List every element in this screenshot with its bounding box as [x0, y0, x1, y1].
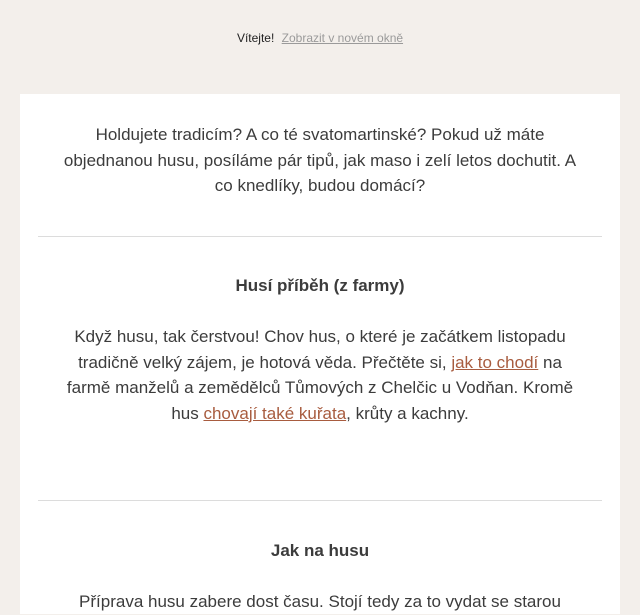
- welcome-text: Vítejte!: [236, 31, 275, 45]
- chickens-link[interactable]: chovají také kuřata: [203, 403, 347, 423]
- section-heading-goose-story: Husí příběh (z farmy): [235, 276, 405, 295]
- divider: [38, 236, 602, 237]
- divider: [38, 500, 602, 501]
- paragraph-text: Když husu, tak čerstvou! Chov hus, o které je začátkem listopadu tradičně velký zájem, je hotová věda. Přečtěte si,: [74, 327, 566, 372]
- section-paragraph-goose-story: [60, 324, 580, 426]
- section-paragraph-how-to-goose: Příprava husu zabere dost času. Stojí tedy za to vydat se starou: [79, 592, 561, 611]
- preheader: [0, 0, 640, 76]
- how-it-works-link[interactable]: jak to chodí: [451, 352, 539, 372]
- section-heading-how-to-goose: Jak na husu: [270, 541, 370, 560]
- email-content-card: [20, 94, 620, 614]
- view-in-browser-link[interactable]: Zobrazit v novém okně: [281, 31, 404, 45]
- paragraph-text: na farmě manželů a zemědělců Tůmových z Chelčic u Vodňan. Kromě hus: [66, 352, 574, 423]
- paragraph-text: , krůty a kachny.: [346, 403, 469, 423]
- intro-paragraph: Holdujete tradicím? A co té svatomartinské? Pokud už máte objednanou husu, posíláme pár tipů, jak maso i zelí letos dochutit. A co knedlíky, budou domácí?: [63, 125, 577, 195]
